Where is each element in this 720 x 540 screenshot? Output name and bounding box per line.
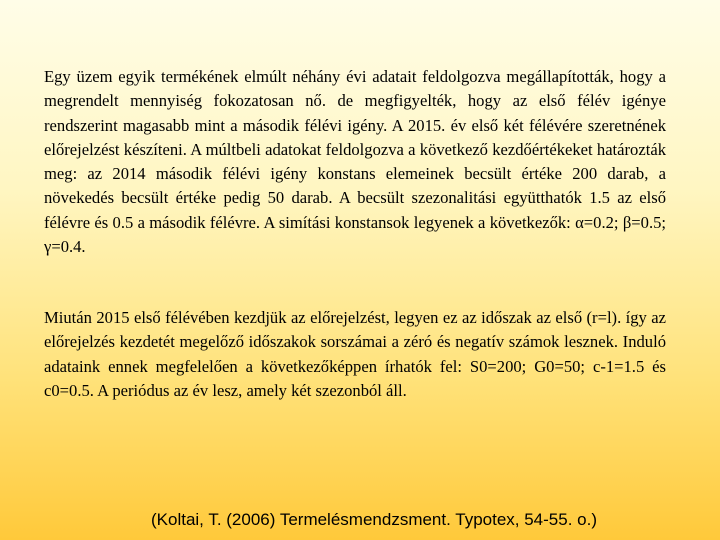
citation: (Koltai, T. (2006) Termelésmendzsment. Typotex, 54-55. o.) <box>151 510 597 529</box>
problem-paragraph-1: Egy üzem egyik termékének elmúlt néhány évi adatait feldolgozva megállapították, hogy a megrendelt mennyiség fokozatosan nő. de megfigyelték, hogy az első félév igénye rendszerint magasabb mint a második félévi igény. A 2015. év első két félévére szeretnének előrejelzést készíteni. A múltbeli adatokat feldolgozva a következő kezdőértékeket határozták meg: az 2014 második félévi igény konstans elemeinek becsült értéke 200 darab, a növekedés becsült értéke pedig 50 darab. A becsült szezonalitási együtthatók 1.5 az első félévre és 0.5 a második félévre. A simítási konstansok legyenek a következők: α=0.2; β=0.5; γ=0.4. <box>44 67 666 257</box>
problem-paragraph-2: Miután 2015 első félévében kezdjük az előrejelzést, legyen ez az időszak az első (r=l). így az előrejelzés kezdetét megelőző időszakok sorszámai a zéró és negatív számok lesznek. Induló adataink ennek megfelelően a következőképpen írhatók fel: S0=200; G0=50; c-1=1.5 és c0=0.5. A periódus az év lesz, amely két szezonból áll. <box>44 308 666 400</box>
